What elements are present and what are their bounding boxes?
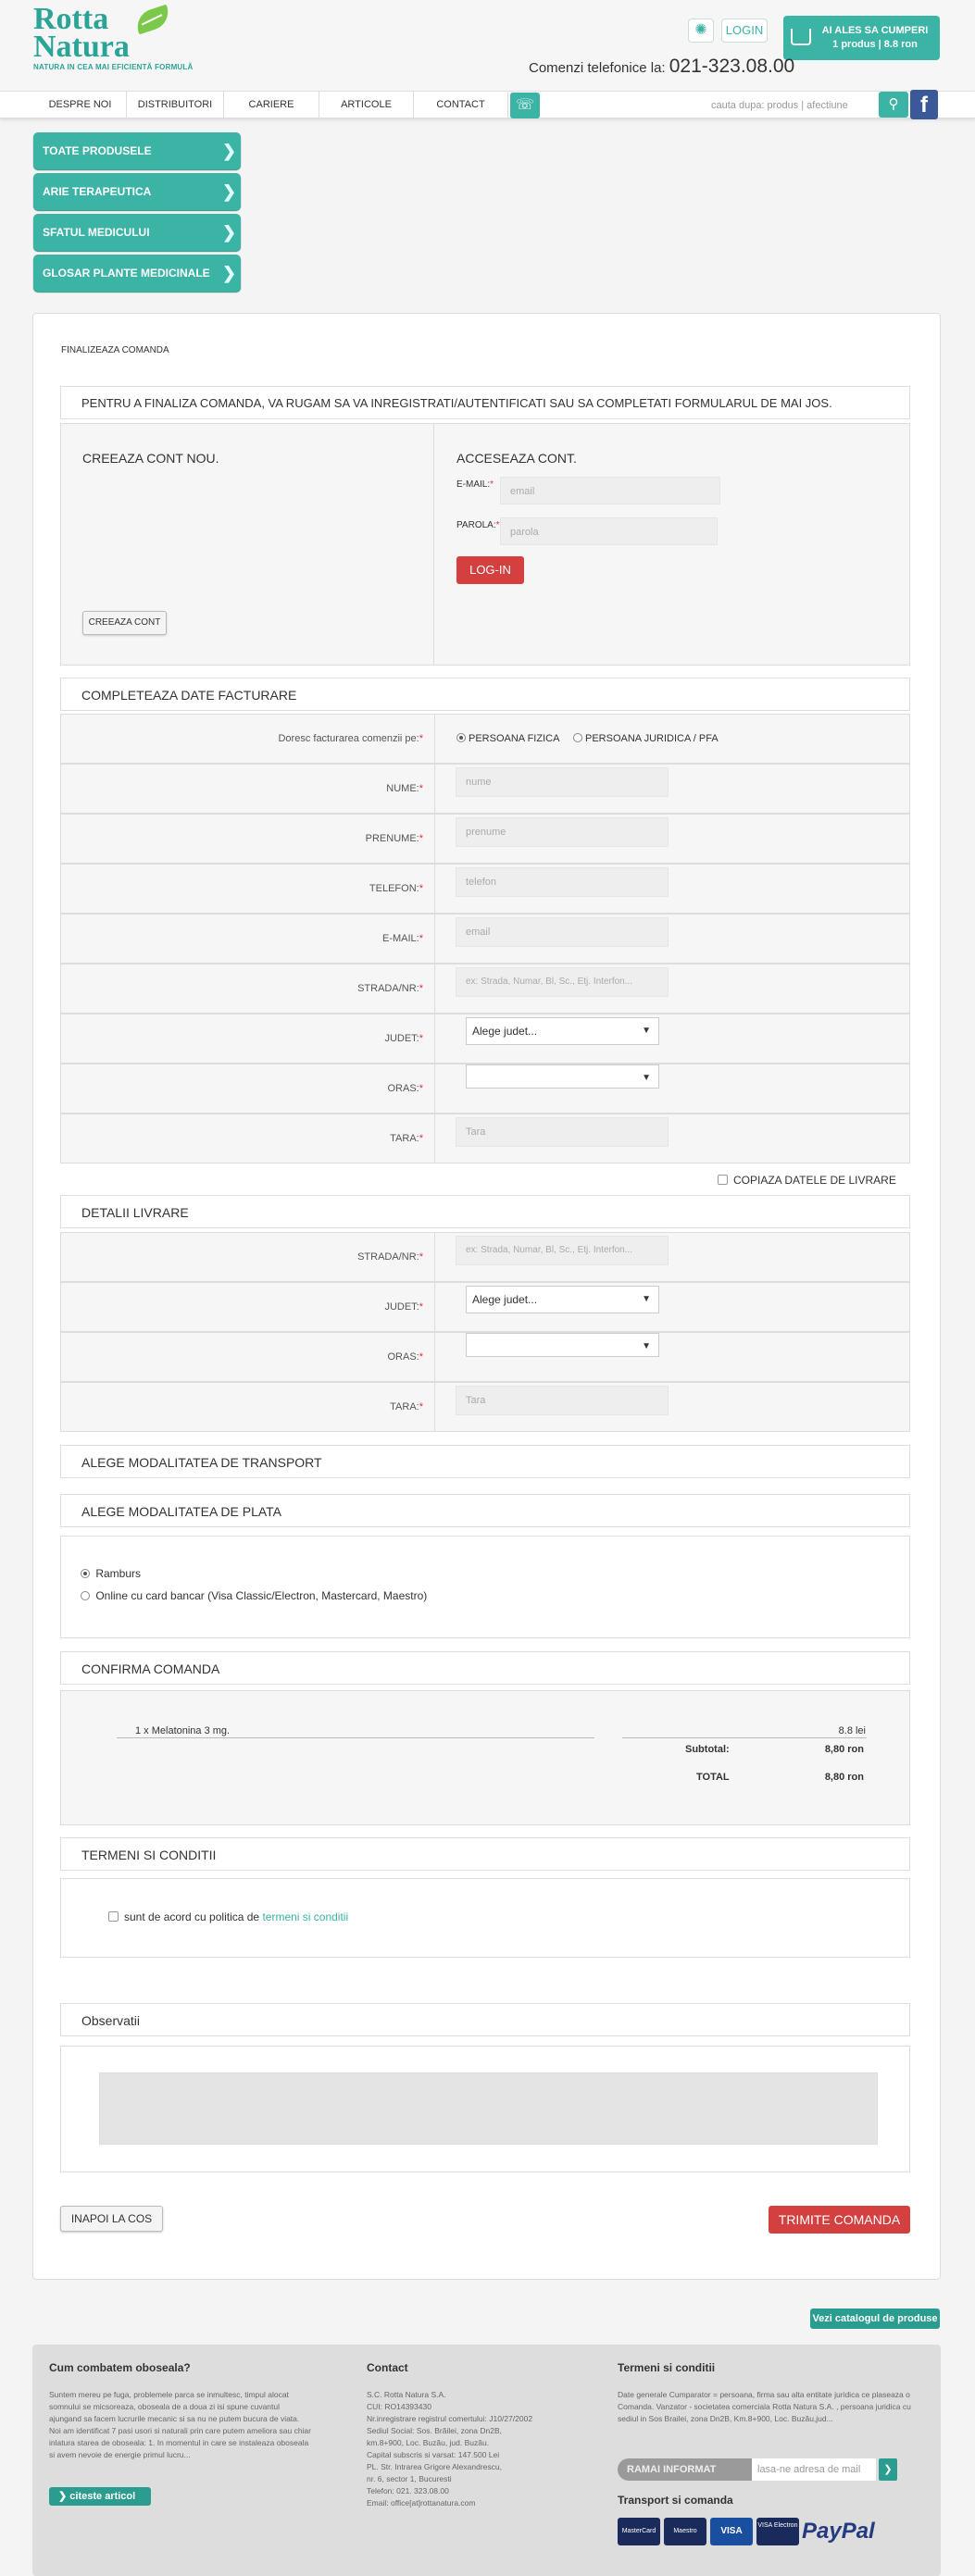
field-label: JUDET:* [61,1014,435,1063]
chevron-right-icon: ❯ [222,223,237,242]
contact-line: nr. 6, sector 1, Bucuresti [367,2474,452,2483]
sidebar-item-sfatul-medicului[interactable] [33,214,241,251]
sidebar-item-label: ARIE TERAPEUTICA [43,185,152,198]
sidebar-item-label: GLOSAR PLANTE MEDICINALE [43,267,210,280]
field-label: NUME:* [61,765,435,813]
logo-line1: Rotta [33,2,109,36]
search-icon[interactable]: ⚲ [879,92,908,118]
contact-line: Telefon: 021. 323.08.00 [367,2486,449,2495]
nav-distribuitori[interactable]: DISTRIBUITORI [127,92,224,118]
footer-terms-title[interactable]: Termeni si conditii [618,2361,716,2374]
subtotal-value: 8,80 ron [824,1744,864,1755]
sidebar-item-arie-terapeutica[interactable] [33,173,241,210]
basket-icon [791,29,811,45]
login-email-input[interactable]: email [500,477,720,504]
catalog-button[interactable]: Vezi catalogul de produse [810,2308,940,2329]
delivery-strada-input[interactable]: ex: Strada, Numar, Bl, Sc., Etj. Interfon... [456,1236,669,1265]
contact-line: PL. Str. Intrarea Grigore Alexandrescu, [367,2462,502,2471]
chevron-right-icon: ❯ [58,2491,68,2502]
billing-row-tara [60,1114,910,1164]
subtotal-label: Subtotal: [685,1744,730,1755]
invoice-type-label: Doresc facturarea comenzii pe:* [61,715,435,763]
field-label: STRADA/NR:* [61,964,435,1013]
visa-electron-icon: VISA Electron [756,2518,799,2545]
cart-summary: 1 produs | 8.8 ron [832,39,918,50]
new-account-title: CREEAZA CONT NOU. [82,451,219,466]
order-item-name: 1 x Melatonina 3 mg. [135,1725,231,1736]
telefon-input[interactable]: telefon [456,867,669,897]
mastercard-icon: MasterCard [618,2518,660,2545]
access-account-title: ACCESEAZA CONT. [456,451,577,466]
article-excerpt: Suntem mereu pe fuga, problemele parca se inmultesc, timpul alocat somnului se micsoreaza, oboseala de a doua zi isi spune cuvantul ajungand sa facem lucrurile mecanic si sa nu ne putem bucura de viata. Noi am identificat 7 pasi usori si naturali prin care putem ameliora sau chiar inlatura starea de oboseala: 1. In momentul in care se instaleaza oboseala si avem nevoie de energie primul lucru... [49,2390,311,2459]
delivery-row-judet [60,1282,910,1332]
billing-row-nume [60,764,910,814]
copy-delivery-checkbox[interactable]: COPIAZA DATELE DE LIVRARE [718,1174,896,1187]
caret-down-icon: ▼ [642,1073,651,1083]
strada-input[interactable]: ex: Strada, Numar, Bl, Sc., Etj. Interfon... [456,967,669,997]
phone-line [529,56,794,78]
contact-line: S.C. Rotta Natura S.A. [367,2390,446,2399]
newsletter-input[interactable]: lasa-ne adresa de mail [752,2458,876,2481]
article-title[interactable]: Cum combatem oboseala? [49,2361,191,2374]
footer-terms-text: Date generale Cumparator = persoana, firma sau alta entitate juridica ce plaseaza o Comanda. Vanzator - societatea comerciala Rotta Natura S.A. , persoana juridica cu sediul in Sos Brailei, zona Dn2B, Km.8+900, Loc. Buzău,jud... [618,2390,911,2423]
site-header [0,0,975,93]
nav-despre-noi[interactable]: DESPRE NOI [34,92,127,118]
cart-button[interactable] [783,16,940,60]
paypal-icon: PayPal [802,2519,875,2544]
visa-icon: VISA [710,2518,753,2545]
maestro-icon: Maestro [664,2518,706,2545]
password-label: PAROLA:* [456,520,500,530]
notes-textarea[interactable] [99,2072,878,2145]
judet-select[interactable]: Alege judet... ▼ [466,1017,659,1045]
email-input[interactable]: email [456,917,669,947]
login-submit-button[interactable]: LOG-IN [456,556,524,584]
contact-line: Email: office[at]rottanatura.com [367,2498,476,2508]
field-label: TELEFON:* [61,865,435,913]
divider [433,423,434,666]
nav-articole[interactable]: ARTICOLE [319,92,414,118]
invoice-type-row [60,714,910,764]
radio-persoana-fizica[interactable]: PERSOANA FIZICA [456,733,559,744]
field-label: TARA:* [61,1383,435,1431]
sidebar-item-label: TOATE PRODUSELE [43,144,152,157]
login-button[interactable]: LOGIN [721,19,768,43]
intro-heading: PENTRU A FINALIZA COMANDA, VA RUGAM SA VA INREGISTRATI/AUTENTIFICATI SAU SA COMPLETATI FORMULARUL DE MAI JOS. [60,386,910,419]
logo-line2: Natura [33,30,130,64]
search-input[interactable]: cauta dupa: produs | afectiune [704,94,875,117]
terms-checkbox[interactable]: sunt de acord cu politica de termeni si conditii [108,1910,348,1923]
read-article-button[interactable]: ❯ citeste articol [49,2487,151,2506]
logo[interactable] [33,2,194,71]
logo-tagline: NATURA IN CEA MAI EFICIENTĂ FORMULĂ [33,63,194,71]
phone-icon[interactable]: ☏ [510,93,540,118]
field-label: PRENUME:* [61,815,435,863]
sidebar-item-toate-produsele[interactable] [33,132,241,169]
payment-card-radio[interactable]: Online cu card bancar (Visa Classic/Electron, Mastercard, Maestro) [81,1589,427,1602]
total-value: 8,80 ron [824,1772,864,1783]
contact-line: CUI: RO14393430 [367,2402,431,2411]
delivery-oras-select[interactable] [466,1333,659,1357]
delivery-row-tara [60,1382,910,1432]
total-label: TOTAL [696,1772,730,1783]
billing-row-telefon [60,864,910,914]
login-password-input[interactable]: parola [500,517,718,545]
payment-panel [60,1536,910,1638]
terms-link[interactable]: termeni si conditii [262,1910,349,1923]
delivery-row-strada [60,1232,910,1282]
sidebar-item-label: SFATUL MEDICULUI [43,226,150,239]
create-account-button[interactable]: CREEAZA CONT [82,611,167,635]
payment-heading: ALEGE MODALITATEA DE PLATA [60,1494,910,1527]
delivery-heading: DETALII LIVRARE [60,1195,910,1228]
field-label: ORAS:* [61,1064,435,1113]
contact-line: Capital subscris si varsat: 147.500 Lei [367,2450,500,2459]
billing-row-prenume [60,814,910,864]
field-label: JUDET:* [61,1283,435,1331]
phone-label: Comenzi telefonice la: [529,60,666,76]
price-line [622,1737,867,1738]
contact-line: km.8+900, Loc. Buzău, jud. Buzău. [367,2438,490,2447]
contact-line: Sediul Social: Sos. Brăilei, zona Dn2B, [367,2426,502,2435]
submit-order-button[interactable]: TRIMITE COMANDA [769,2206,910,2234]
caret-down-icon: ▼ [642,1026,651,1036]
nume-input[interactable]: nume [456,767,669,797]
oras-select[interactable] [466,1064,659,1089]
contact-line: Nr.inregistrare registrul comertului: J10/27/2002 [367,2414,533,2423]
chevron-right-icon: ❯ [222,264,237,282]
newsletter-label: RAMAI INFORMAT [618,2458,752,2481]
sun-icon[interactable]: ✺ [688,19,714,43]
order-summary-panel [60,1690,910,1825]
payment-ramburs-radio[interactable]: Ramburs [81,1567,141,1580]
breadcrumb: FINALIZEAZA COMANDA [61,345,169,355]
order-line [117,1737,594,1738]
field-label: E-MAIL:* [61,915,435,963]
email-label: E-MAIL:* [456,479,494,490]
nav-cariere[interactable]: CARIERE [224,92,319,118]
billing-row-oras [60,1064,910,1114]
transport-footer-title: Transport si comanda [618,2494,733,2507]
delivery-tara-input[interactable]: Tara [456,1386,669,1415]
notes-heading: Observatii [60,2003,910,2036]
caret-down-icon: ▼ [642,1294,651,1304]
delivery-row-oras [60,1332,910,1382]
cart-title: AI ALES SA CUMPERI [821,25,929,36]
chevron-right-icon: ❯ [222,142,237,160]
phone-number: 021-323.08.00 [669,56,795,77]
back-to-cart-button[interactable]: INAPOI LA COS [60,2206,163,2232]
newsletter-submit-icon[interactable]: ❯ [879,2458,897,2481]
billing-row-strada [60,964,910,1014]
tara-input[interactable]: Tara [456,1117,669,1147]
facebook-icon[interactable]: f [910,90,938,119]
terms-heading: TERMENI SI CONDITII [60,1837,910,1871]
transport-heading[interactable]: ALEGE MODALITATEA DE TRANSPORT [60,1445,910,1478]
delivery-judet-select[interactable]: Alege judet... ▼ [466,1286,659,1313]
billing-row-email [60,914,910,964]
field-label: STRADA/NR:* [61,1233,435,1281]
confirm-heading: CONFIRMA COMANDA [60,1651,910,1685]
field-label: TARA:* [61,1114,435,1163]
billing-heading: COMPLETEAZA DATE FACTURARE [60,678,910,711]
nav-contact[interactable]: CONTACT [414,92,508,118]
chevron-right-icon: ❯ [222,182,237,201]
prenume-input[interactable]: prenume [456,817,669,847]
sidebar-item-glosar[interactable] [33,255,241,292]
caret-down-icon: ▼ [642,1341,651,1351]
billing-row-judet [60,1014,910,1064]
contact-title: Contact [367,2361,408,2374]
field-label: ORAS:* [61,1333,435,1381]
radio-persoana-juridica[interactable]: PERSOANA JURIDICA / PFA [573,733,719,744]
order-item-price: 8.8 lei [838,1725,866,1736]
